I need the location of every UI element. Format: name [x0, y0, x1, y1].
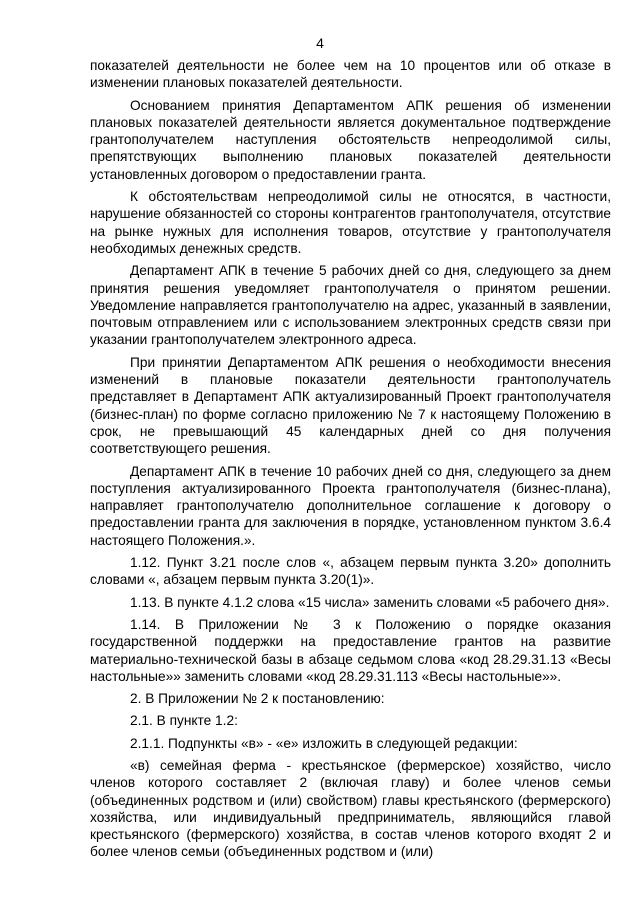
paragraph-additional-agreement: Департамент АПК в течение 10 рабочих дней со дня, следующего за днем поступления актуализированного Проекта грантополучателя (бизнес-плана), направляет грантополучателю дополнительное соглашение к договору о предоставлении гранта для заключения в порядке, установленном пунктом 3.6.4 настоящего Положения.».	[90, 463, 611, 548]
paragraph-1-13: 1.13. В пункте 4.1.2 слова «15 числа» заменить словами «5 рабочего дня».	[130, 594, 610, 610]
paragraph-2-1: 2.1. В пункте 1.2:	[130, 713, 238, 729]
page-number: 4	[316, 35, 324, 51]
paragraph-2-1-1: 2.1.1. Подпункты «в» - «е» изложить в следующей редакции:	[130, 735, 518, 751]
paragraph-1-12: 1.12. Пункт 3.21 после слов «, абзацем первым пункта 3.20» дополнить словами «, абзацем первым пункта 3.20(1)».	[90, 555, 611, 588]
paragraph-continuation: показателей деятельности не более чем на 10 процентов или об отказе в изменении плановых показателей деятельности.	[90, 58, 611, 91]
paragraph-basis-for-decision: Основанием принятия Департаментом АПК решения об изменении плановых показателей деятельности является документальное подтверждение грантополучателем наступления обстоятельств непреодолимой силы, препятствующих выполнению плановых показателей деятельности установленных договором о предоставлении гранта.	[90, 97, 611, 182]
paragraph-1-14: 1.14. В Приложении № 3 к Положению о порядке оказания государственной поддержки на предоставление грантов на развитие материально-технической базы в абзаце седьмом слова «код 28.29.31.13 «Весы настольные»» заменить словами «код 28.29.31.113 «Весы настольные»».	[90, 616, 611, 684]
document-body	[90, 57, 611, 866]
paragraph-2: 2. В Приложении № 2 к постановлению:	[130, 691, 385, 707]
paragraph-updated-project: При принятии Департаментом АПК решения о необходимости внесения изменений в плановые показатели деятельности грантополучатель представляет в Департамент АПК актуализированный Проект грантополучателя (бизнес-план) по форме согласно приложению № 7 к настоящему Положению в срок, не превышающий 45 календарных дней со дня получения соответствующего решения.	[90, 354, 611, 457]
paragraph-force-majeure-exclusions: К обстоятельствам непреодолимой силы не относятся, в частности, нарушение обязанностей со стороны контрагентов грантополучателя, отсутствие на рынке нужных для исполнения товаров, отсутствие у грантополучателя необходимых денежных средств.	[90, 189, 611, 256]
paragraph-family-farm-definition: «в) семейная ферма - крестьянское (фермерское) хозяйство, число членов которого составляет 2 (включая главу) и более членов семьи (объединенных родством и (или) свойством) главы крестьянского (фермерского) хозяйства, или индивидуальный предприниматель, являющийся главой крестьянского (фермерского) хозяйства, в состав членов которого входят 2 и более членов семьи (объединенных родством и (или)	[90, 757, 611, 860]
paragraph-notification: Департамент АПК в течение 5 рабочих дней со дня, следующего за днем принятия решения уведомляет грантополучателя о принятом решении. Уведомление направляется грантополучателю на адрес, указанный в заявлении, почтовым отправлением или с использованием электронных средств связи при указании грантополучателем электронного адреса.	[90, 263, 611, 348]
